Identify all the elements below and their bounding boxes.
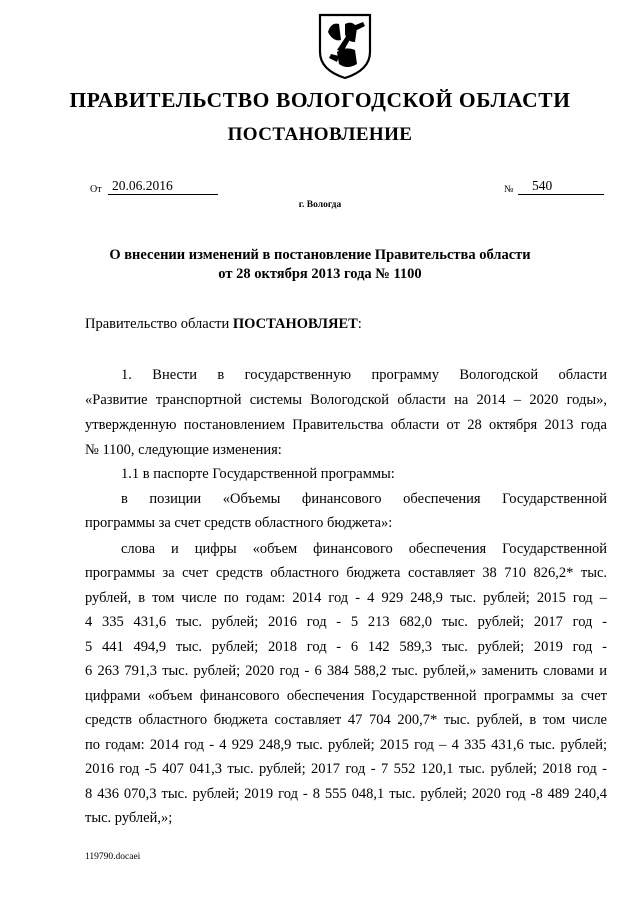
date-prefix: От: [90, 184, 102, 195]
body-line: 2016 год -5 407 041,3 тыс. рублей; 2017 год - 7 552 120,1 тыс. рублей; 2018 год -: [85, 761, 607, 777]
body-line: программы за счет средств областного бюджета составляет 38 710 826,2* тыс.: [85, 565, 607, 581]
body-line: цифрами «объем финансового обеспечения Государственной программы за счет: [85, 688, 607, 704]
date-value: 20.06.2016: [108, 178, 218, 195]
body-line: по годам: 2014 год - 4 929 248,9 тыс. рублей; 2015 год – 4 335 431,6 тыс. рублей;: [85, 737, 607, 753]
body-line: слова и цифры «объем финансового обеспечения Государственной: [121, 541, 607, 557]
government-title: ПРАВИТЕЛЬСТВО ВОЛОГОДСКОЙ ОБЛАСТИ: [69, 88, 571, 112]
file-name-footer: 119790.docaei: [85, 852, 141, 862]
subject-line-2: от 28 октября 2013 года № 1100: [218, 266, 422, 282]
subject-heading: [0, 246, 640, 284]
body-line: средств областного бюджета составляет 47 704 200,7* тыс. рублей, в том числе: [85, 712, 607, 728]
body-line: 4 335 431,6 тыс. рублей; 2016 год - 5 213 682,0 тыс. рублей; 2017 год -: [85, 614, 607, 630]
coat-of-arms-icon: [317, 12, 373, 80]
preamble-text: Правительство области: [85, 316, 233, 332]
body-line: 8 436 070,3 тыс. рублей; 2019 год - 8 555 048,1 тыс. рублей; 2020 год -8 489 240,4: [85, 786, 607, 802]
body-line: «Развитие транспортной системы Вологодской области на 2014 – 2020 годы»,: [85, 392, 607, 408]
body-line: программы за счет средств областного бюджета»:: [85, 515, 393, 531]
body-line: утвержденную постановлением Правительства области от 28 октября 2013 года: [85, 417, 607, 433]
body-line: 1.1 в паспорте Государственной программы:: [121, 466, 395, 482]
preamble-tail: :: [357, 316, 362, 332]
document-type-title: ПОСТАНОВЛЕНИЕ: [227, 124, 413, 145]
subject-line-1: О внесении изменений в постановление Правительства области: [109, 247, 531, 263]
number-prefix: №: [504, 184, 514, 195]
body-line: 1. Внести в государственную программу Вологодской области: [121, 367, 607, 383]
number-value: 540: [518, 178, 604, 195]
body-line: в позиции «Объемы финансового обеспечения Государственной: [121, 491, 607, 507]
date-number-line: [90, 178, 610, 198]
preamble-bold: ПОСТАНОВЛЯЕТ: [232, 316, 358, 332]
body-line: № 1100, следующие изменения:: [85, 442, 282, 458]
city-label: г. Вологда: [298, 200, 342, 210]
preamble: [85, 316, 362, 333]
body-line: 6 263 791,3 тыс. рублей; 2020 год - 6 384 588,2 тыс. рублей,» заменить словами и: [85, 663, 607, 679]
body-line: 5 441 494,9 тыс. рублей; 2018 год - 6 142 589,3 тыс. рублей; 2019 год -: [85, 639, 607, 655]
body-line: рублей, в том числе по годам: 2014 год - 4 929 248,9 тыс. рублей; 2015 год –: [85, 590, 607, 606]
body-line: тыс. рублей,»;: [85, 810, 173, 826]
